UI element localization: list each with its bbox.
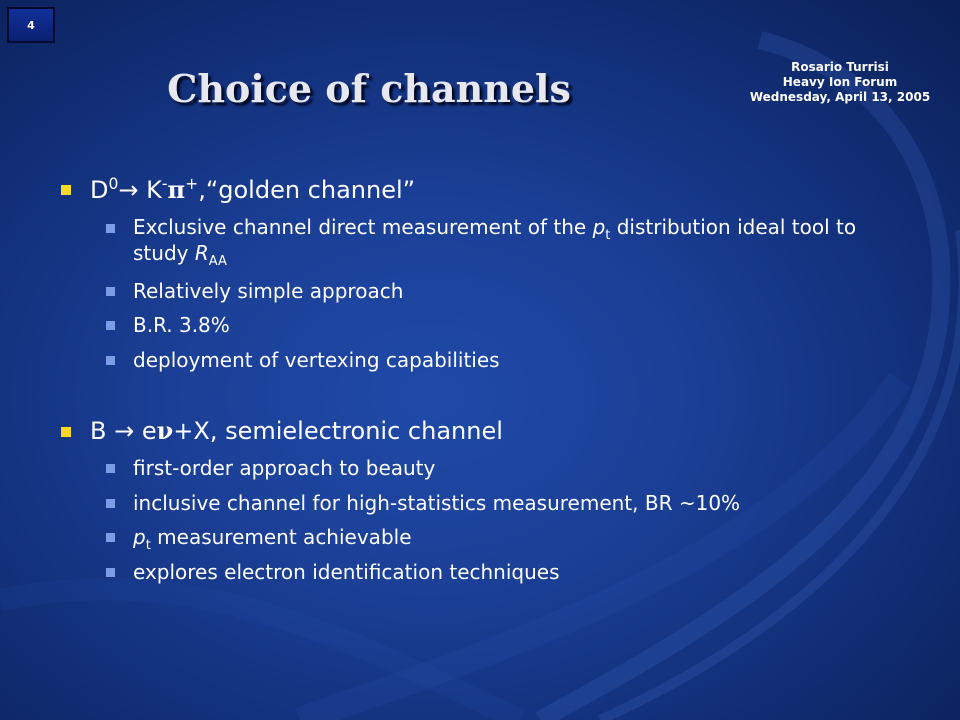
- list-item: deployment of vertexing capabilities: [133, 348, 500, 372]
- bullet-square: [106, 568, 115, 577]
- bullet-square: [106, 321, 115, 330]
- arrow-icon: →: [118, 176, 139, 204]
- bullet-square: [106, 224, 115, 233]
- bullet-square: [106, 499, 115, 508]
- slide-title: Choice of channels: [167, 66, 571, 111]
- slide-number: 4: [7, 7, 55, 43]
- bullet-square: [106, 287, 115, 296]
- list-item: inclusive channel for high-statistics measurement, BR ~10%: [133, 491, 741, 515]
- section-heading-b: B → eν+X, semielectronic channel: [90, 416, 503, 445]
- bullet-square: [61, 427, 71, 437]
- bullet-square: [106, 464, 115, 473]
- list-item: $p_t$ measurement achievable: [133, 525, 412, 553]
- bullet-square: [106, 533, 115, 542]
- bullet-square: [106, 356, 115, 365]
- author-name: Rosario Turrisi: [791, 60, 889, 74]
- list-item: first-order approach to beauty: [133, 456, 436, 480]
- list-item: B.R. 3.8%: [133, 313, 230, 337]
- section-heading-d0: $D^0\to$ K-π+,“golden channel”: [90, 175, 416, 204]
- bullet-square: [61, 185, 71, 195]
- event-name: Heavy Ion Forum: [782, 75, 898, 89]
- event-date: Wednesday, April 13, 2005: [749, 90, 931, 104]
- arrow-icon: →: [114, 417, 135, 445]
- list-item: Exclusive channel direct measurement of the $p_t$ distribution ideal tool to study $R_{AA}$: [133, 215, 857, 269]
- list-item: Relatively simple approach: [133, 279, 404, 303]
- list-item: explores electron identification techniques: [133, 560, 560, 584]
